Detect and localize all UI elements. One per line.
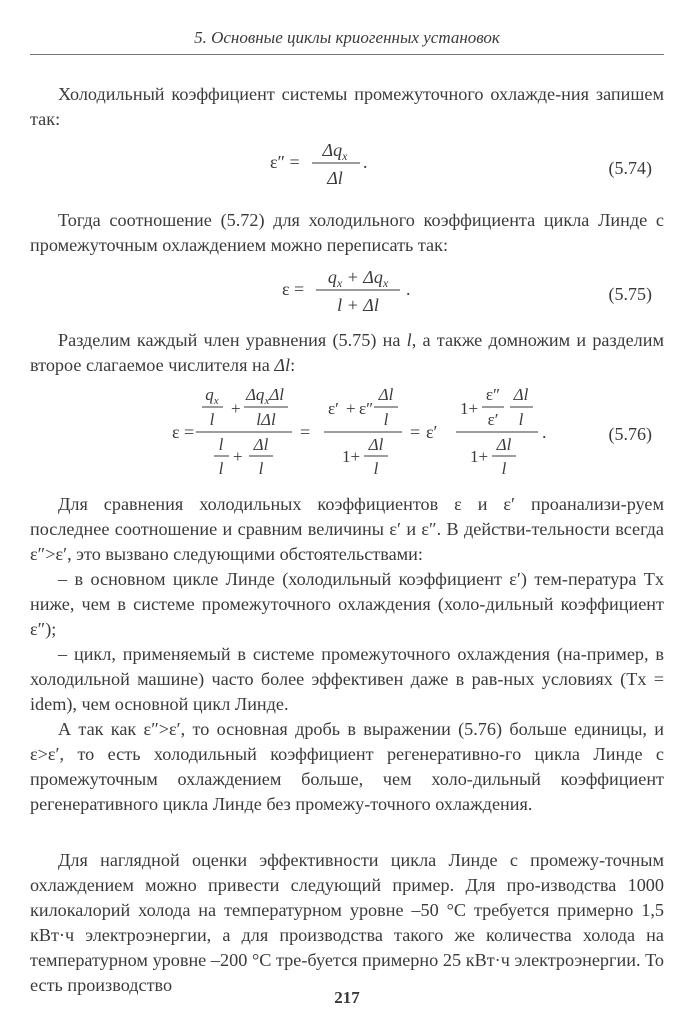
eq76-tail: . — [542, 422, 547, 442]
svg-text:qx + Δqx — [328, 267, 389, 290]
svg-text:Δqx — [322, 140, 349, 163]
svg-text:ΔqxΔl — [245, 385, 284, 407]
equation-5-75-graphic — [30, 262, 664, 318]
equation-5-76-graphic — [30, 384, 664, 484]
paragraph-1: Холодильный коэффициент системы промежуточного охлажде-ния запишем так: — [30, 84, 664, 129]
eq75-num-sub2: x — [382, 276, 389, 290]
eq76-f3-e2: ε″ — [485, 385, 501, 404]
eq76-f2-e1: ε′ — [328, 399, 339, 418]
paragraph-2: Тогда соотношение (5.72) для холодильного коэффициента цикла Линде с промежуточным охлаждением можно переписать так: — [30, 210, 664, 255]
eq76-f2-den-l: l — [373, 459, 379, 478]
eq76-f2-inner-l: l — [383, 410, 389, 429]
eq74-tail: . — [363, 152, 368, 172]
eq76-f3-one: 1+ — [460, 399, 479, 418]
eq76-f3-den-l: l — [501, 459, 507, 478]
eq76-f1-dl: Δl — [269, 385, 285, 404]
eq75-tail: . — [406, 279, 411, 299]
paragraph-3-part-a: Разделим каждый член уравнения (5.75) на — [58, 330, 401, 350]
eq76-f1-dq-sub: x — [264, 395, 270, 407]
page-number: 217 — [334, 988, 360, 1007]
eq76-f2-den-dl: Δl — [368, 435, 384, 454]
eq76-f3-e1: ε′ — [487, 410, 499, 429]
eq76-f1-q-sub: x — [213, 395, 219, 407]
equation-5-74 — [30, 138, 664, 188]
equation-number-5-75: (5.75) — [608, 284, 652, 304]
equation-5-76 — [30, 384, 664, 484]
eq76-f2-dl: Δl — [378, 385, 394, 404]
eq76-f1-l-a: l — [209, 410, 215, 429]
eq76-f3-dl: Δl — [513, 385, 529, 404]
eq76-f1-den-l-bot: l — [218, 459, 224, 478]
eq74-num-sub: x — [342, 149, 348, 163]
eq76-eq-1: = — [300, 422, 311, 442]
eq76-f3-l: l — [518, 410, 524, 429]
eq76-f1-den-plus: + — [233, 447, 243, 466]
eq76-f2-plus: + — [346, 399, 356, 418]
paragraph-3-part-b: , а также домножим и разделим второе слагаемое числителя на — [30, 330, 664, 375]
header-rule — [30, 54, 664, 55]
eq76-f1-plus: + — [231, 399, 241, 418]
eq76-f3-den-dl: Δl — [496, 435, 512, 454]
eq75-num-rest: + Δq — [342, 267, 383, 287]
eq76-f1-den-l2: l — [258, 459, 264, 478]
eq76-f1-q: q — [205, 385, 214, 404]
eq76-lhs: ε = — [172, 422, 195, 442]
eq75-den: l + Δl — [337, 295, 379, 315]
svg-text:qx — [205, 385, 219, 407]
eq75-num-q: q — [327, 267, 337, 287]
paragraph-4: Для сравнения холодильных коэффициентов ε и ε′ проанализи-руем последнее соотношение и сравним величины ε′ и ε″. В действи-тельности всегда ε″>ε′, это вызвано следующими обстоятельствами: — [30, 494, 664, 564]
equation-5-74-graphic — [30, 138, 664, 194]
eq76-f1-ldl: lΔl — [256, 410, 276, 429]
paragraph-5: – в основном цикле Линде (холодильный коэффициент ε′) тем-пература Tx ниже, чем в системе промежуточного охлаждения (холо-дильный коэффициент ε″); — [30, 569, 664, 639]
eq76-eps-prime: ε′ — [426, 422, 438, 442]
equation-number-5-76: (5.76) — [608, 424, 652, 444]
paragraph-8: Для наглядной оценки эффективности цикла Линде с промежу-точным охлаждением можно привести следующий пример. Для про-изводства 1000 килокалорий холода на температурном уровне –50 °С требуется примерно 1,5 кВт·ч электроэнергии, а для производства такого же количества холода на температурном уровне –200 °С тре-буется примерно 25 кВт·ч электроэнергии. То есть производство — [30, 850, 664, 995]
eq76-f1-den-l-top: l — [218, 435, 224, 454]
equation-5-75 — [30, 262, 664, 315]
eq76-f2-den-one: 1+ — [342, 447, 361, 466]
eq76-f3-den-one: 1+ — [470, 447, 489, 466]
eq74-lhs: ε″ = — [270, 152, 300, 172]
eq75-lhs: ε = — [282, 279, 305, 299]
eq75-num-sub: x — [336, 276, 343, 290]
paragraph-6: – цикл, применяемый в системе промежуточного охлаждения (на-пример, в холодильной машине) часто более эффективен даже в рав-ных условиях (Tx = idem), чем основной цикл Линде. — [30, 644, 664, 714]
eq76-f2-e2: ε″ — [359, 399, 374, 418]
equation-number-5-74: (5.74) — [608, 158, 652, 178]
running-header: 5. Основные циклы криогенных установок — [194, 28, 500, 47]
eq76-eq-2: = — [410, 422, 421, 442]
eq74-den: Δl — [327, 168, 343, 188]
paragraph-7: А так как ε″>ε′, то основная дробь в выражении (5.76) больше единицы, и ε>ε′, то есть холодильный коэффициент регенеративно-го цикла Линде с промежуточным охлаждением больше, чем холо-дильный коэффициент регенеративного цикла Линде без промежу-точного охлаждения. — [30, 719, 664, 814]
eq76-f1-den-dl: Δl — [253, 435, 269, 454]
symbol-l: l — [406, 330, 412, 350]
paragraph-3: Разделим каждый член уравнения (5.75) на l, а также домножим и разделим второе слагаемое числителя на Δl: — [30, 330, 664, 375]
eq74-num: Δq — [322, 140, 343, 160]
eq76-f1-dq: Δq — [245, 385, 265, 404]
symbol-delta-l: Δl — [274, 355, 291, 375]
